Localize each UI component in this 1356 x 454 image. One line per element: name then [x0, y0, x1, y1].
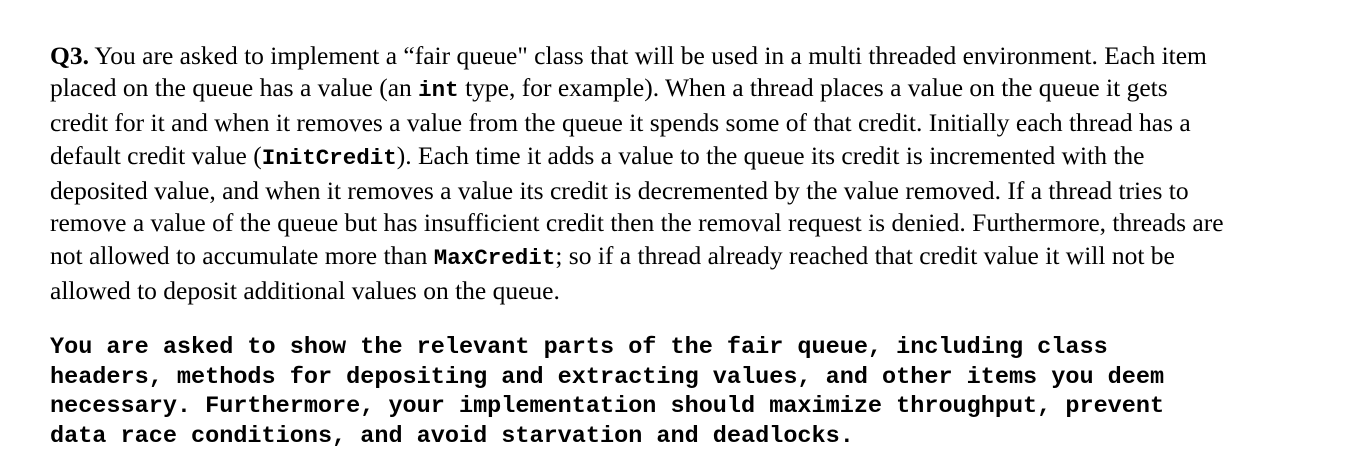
instruction-paragraph: You are asked to show the relevant parts of the fair queue, including class headers, methods for depositing and extracting values, and other items you deem necessary. Furthermore, your implementation should maximize throughput, prevent data race conditions, and avoid starvation and deadlocks. — [50, 334, 1165, 450]
code-term-maxcredit: MaxCredit — [433, 245, 556, 272]
code-term-initcredit: InitCredit — [261, 144, 397, 171]
question-paragraph — [50, 40, 1226, 308]
question-text-part-2: type, for example). When a thread places a value on the queue it gets credit for it and when it removes a value from the queue it spends some of that credit. Initially each thread has a default credit value ( — [50, 73, 1191, 170]
question-text-part-4: ; so if a thread already reached that credit value it will not be allowed to deposit additional values on the queue. — [50, 241, 1175, 306]
question-text-part-3: ). Each time it adds a value to the queue its credit is incremented with the deposited value, and when it removes a value its credit is decremented by the value removed. If a thread tries to remove a value of the queue but has insufficient credit then the removal request is denied. Furthermore, threads are not allowed to accumulate more than — [50, 140, 1224, 271]
question-text-part-1: You are asked to implement a “fair queue" class that will be used in a multi threaded environment. Each item placed on the queue has a value (an — [50, 40, 1207, 103]
code-term-int: int — [418, 77, 459, 104]
question-number: Q3. — [50, 40, 89, 70]
